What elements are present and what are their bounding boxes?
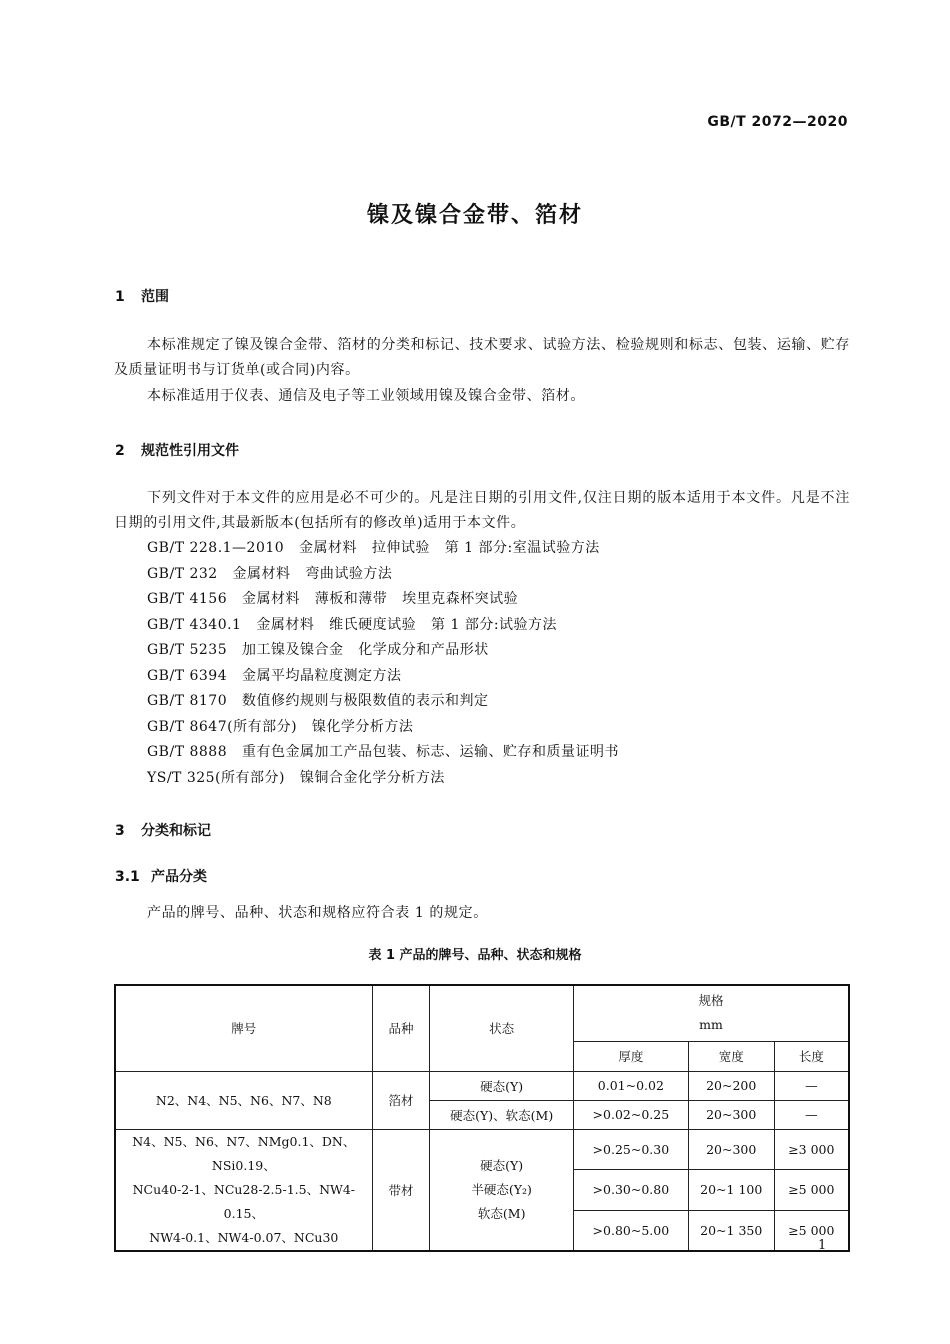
header-spec-unit: mm [699, 1017, 723, 1033]
width-cell: 20~300 [688, 1100, 774, 1129]
standard-code: GB/T 2072—2020 [707, 114, 848, 130]
table-row [115, 1129, 849, 1170]
section-title: 产品分类 [151, 869, 207, 885]
section-number: 3 [115, 823, 125, 839]
section-1-paragraph-2: 本标准适用于仪表、通信及电子等工业领域用镍及镍合金带、箔材。 [147, 388, 585, 404]
table-caption: 表 1 产品的牌号、品种、状态和规格 [368, 948, 582, 963]
length-cell: — [774, 1071, 849, 1100]
document-title: 镍及镍合金带、箔材 [366, 203, 583, 228]
header-length: 长度 [774, 1041, 849, 1071]
reference-item: GB/T 6394 金属平均晶粒度测定方法 [147, 667, 402, 684]
reference-list [147, 536, 619, 791]
reference-item: GB/T 8170 数值修约规则与极限数值的表示和判定 [147, 693, 489, 709]
strip-grades-line: N4、N5、N6、N7、NMg0.1、DN、NSi0.19、 [132, 1133, 356, 1173]
section-number: 3.1 [115, 869, 140, 885]
thickness-cell: 0.01~0.02 [573, 1071, 688, 1100]
width-cell: 20~300 [688, 1129, 774, 1170]
section-number: 2 [115, 443, 125, 459]
page-number: 1 [818, 1238, 827, 1253]
reference-item: GB/T 228.1—2010 金属材料 拉伸试验 第 1 部分:室温试验方法 [147, 540, 600, 556]
section-3-heading [115, 820, 211, 840]
temper-line: 硬态(Y) [480, 1157, 524, 1173]
reference-item: GB/T 8647(所有部分) 镍化学分析方法 [147, 718, 414, 735]
section-number: 1 [115, 289, 125, 305]
length-cell: ≥5 000 [774, 1170, 849, 1211]
header-thickness: 厚度 [573, 1041, 688, 1071]
section-2-heading [115, 440, 239, 460]
thickness-cell: >0.30~0.80 [573, 1170, 688, 1211]
section-1-heading [115, 286, 169, 306]
reference-item: GB/T 4156 金属材料 薄板和薄带 埃里克森杯突试验 [147, 591, 519, 607]
foil-variety: 箔材 [372, 1071, 430, 1129]
section-title: 分类和标记 [141, 823, 211, 839]
temper-cell: 硬态(Y) [430, 1071, 574, 1100]
temper-cell: 硬态(Y)、软态(M) [430, 1100, 574, 1129]
width-cell: 20~1 100 [688, 1170, 774, 1211]
strip-grades [115, 1129, 372, 1251]
reference-item: GB/T 232 金属材料 弯曲试验方法 [147, 565, 393, 582]
header-width: 宽度 [688, 1041, 774, 1071]
header-spec [573, 985, 849, 1041]
width-cell: 20~1 350 [688, 1210, 774, 1251]
section-2-paragraph-1: 下列文件对于本文件的应用是必不可少的。凡是注日期的引用文件,仅注日期的版本适用于本文件。凡是不注日期的引用文件,其最新版本(包括所有的修改单)适用于本文件。 [114, 490, 850, 531]
strip-grades-line: NCu40-2-1、NCu28-2.5-1.5、NW4-0.15、 [132, 1181, 356, 1221]
width-cell: 20~200 [688, 1071, 774, 1100]
reference-item: GB/T 8888 重有色金属加工产品包装、标志、运输、贮存和质量证明书 [147, 744, 619, 760]
foil-grades: N2、N4、N5、N6、N7、N8 [115, 1071, 372, 1129]
reference-item: GB/T 4340.1 金属材料 维氏硬度试验 第 1 部分:试验方法 [147, 616, 558, 633]
table-row [115, 1071, 849, 1100]
length-cell: — [774, 1100, 849, 1129]
length-cell: ≥3 000 [774, 1129, 849, 1170]
table-header-row [115, 985, 849, 1041]
section-1-paragraph-1: 本标准规定了镍及镍合金带、箔材的分类和标记、技术要求、试验方法、检验规则和标志、包装、运输、贮存及质量证明书与订货单(或合同)内容。 [114, 337, 850, 378]
section-3-1-heading [115, 866, 207, 886]
thickness-cell: >0.02~0.25 [573, 1100, 688, 1129]
spec-table [114, 984, 850, 1252]
section-title: 范围 [141, 289, 169, 305]
thickness-cell: >0.80~5.00 [573, 1210, 688, 1251]
strip-grades-line: NW4-0.1、NW4-0.07、NCu30 [149, 1229, 339, 1245]
strip-tempers [430, 1129, 574, 1251]
section-3-1-paragraph: 产品的牌号、品种、状态和规格应符合表 1 的规定。 [147, 905, 488, 921]
header-temper: 状态 [430, 985, 574, 1071]
header-grade: 牌号 [115, 985, 372, 1071]
strip-variety: 带材 [372, 1129, 430, 1251]
reference-item: YS/T 325(所有部分) 镍铜合金化学分析方法 [147, 769, 445, 786]
section-title: 规范性引用文件 [141, 443, 239, 459]
length-cell: ≥5 000 [774, 1210, 849, 1251]
temper-line: 半硬态(Y₂) [471, 1181, 532, 1197]
temper-line: 软态(M) [477, 1205, 526, 1221]
thickness-cell: >0.25~0.30 [573, 1129, 688, 1170]
header-spec-label: 规格 [698, 993, 724, 1009]
reference-item: GB/T 5235 加工镍及镍合金 化学成分和产品形状 [147, 642, 489, 658]
header-variety: 品种 [372, 985, 430, 1071]
